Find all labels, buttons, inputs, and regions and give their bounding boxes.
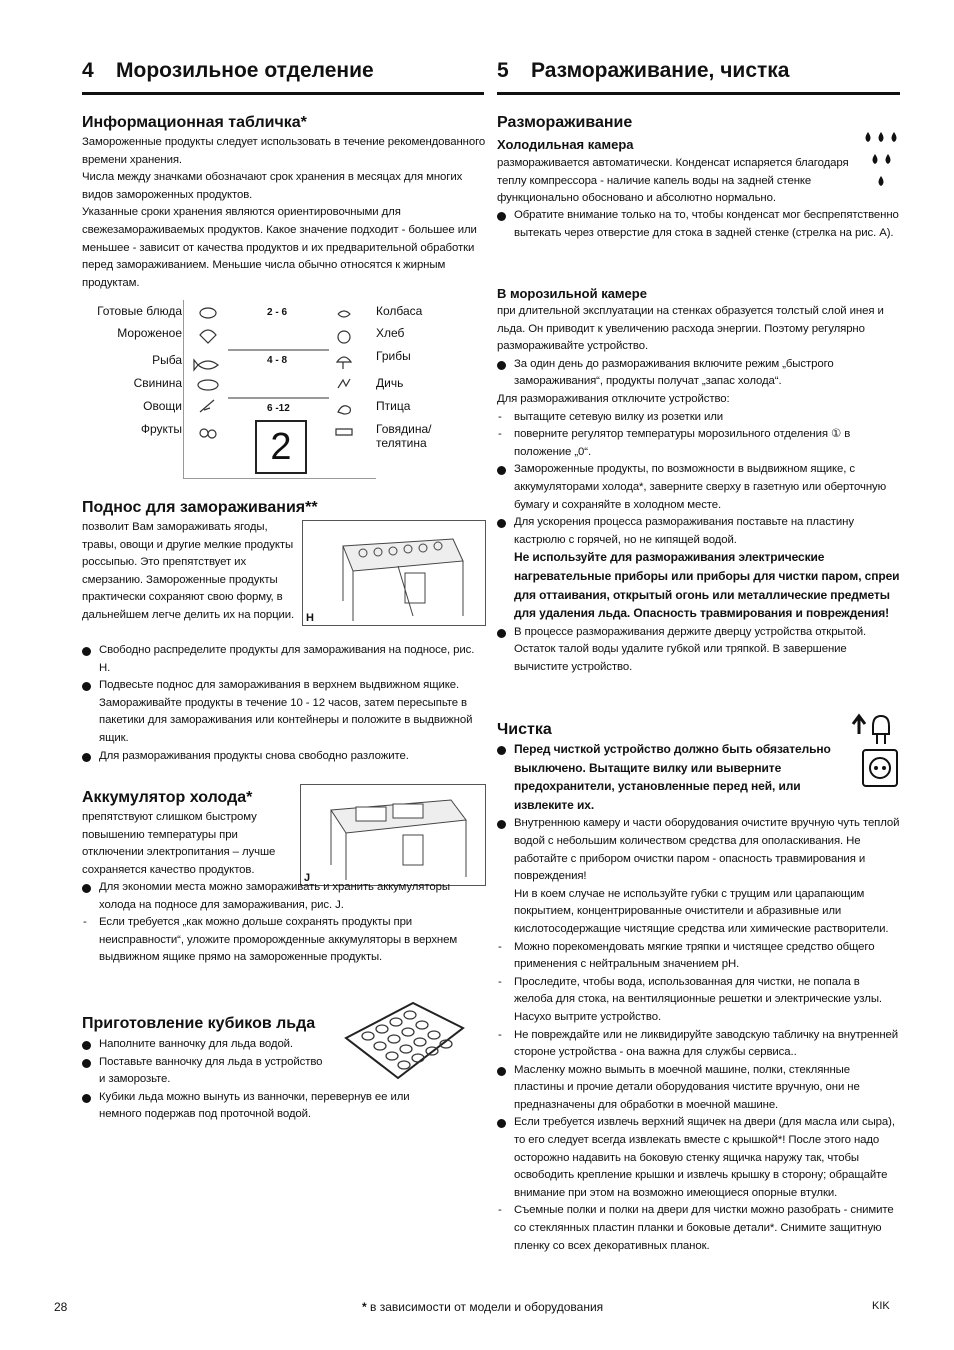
fridge-text bbox=[497, 155, 859, 208]
fridge-subtitle: Холодильная камера bbox=[497, 137, 634, 152]
list-item: - Проследите, чтобы вода, использованная для чистки, не попала в желоба для стока, на вентиляционные решетки и электрические узлы. Насухо вытрите устройство. bbox=[497, 974, 900, 1027]
label-fish: Рыба bbox=[152, 353, 182, 367]
range-6-12: 6 -12 bbox=[267, 403, 290, 414]
fridge-note bbox=[497, 207, 900, 242]
freeze-tray-intro: позволит Вам замораживать ягоды, травы, овощи и другие мелкие продукты россыпью. Это препятствует их смерзанию. Замороженные продукты практически сохраняют свою форму, в дальнейшем легче делить их на порции. bbox=[82, 521, 295, 621]
freezer-subtitle: В морозильной камере bbox=[497, 286, 647, 301]
month-display: 2 bbox=[255, 420, 307, 474]
footnote: * в зависимости от модели и оборудования bbox=[362, 1300, 604, 1314]
cow-icon bbox=[336, 429, 352, 435]
label-ice-cream: Мороженое bbox=[117, 326, 182, 340]
sausage-icon bbox=[338, 311, 350, 317]
label-game: Дичь bbox=[376, 376, 404, 390]
label-sausage: Колбаса bbox=[376, 304, 423, 318]
storage-chart bbox=[82, 300, 484, 480]
label-fruits: Фрукты bbox=[140, 422, 182, 436]
label-mushrooms: Грибы bbox=[376, 349, 411, 363]
list-item: - поверните регулятор температуры морозильного отделения ① в положение „0“. bbox=[497, 426, 900, 461]
section-title: Морозильное отделение bbox=[116, 59, 374, 82]
cold-pack-intro: препятствуют слишком быстрому повышению температуры при отключении электропитания – лучше сохраняется качество продуктов. bbox=[82, 811, 276, 876]
pig-icon bbox=[198, 380, 218, 390]
page-number: 28 bbox=[54, 1300, 68, 1314]
bread-icon bbox=[338, 331, 350, 343]
paragraph: Замороженные продукты следует использовать в течение рекомендованного времени хранения. bbox=[82, 136, 486, 166]
list-item: Масленку можно вымыть в моечной машине, полки, стеклянные пластины и прочие детали оборудования чистите вручную, они не предназначены для обработки в моечной машине. bbox=[497, 1062, 900, 1115]
section-4-header bbox=[82, 56, 484, 95]
freezer-instructions bbox=[497, 303, 900, 676]
list-item: Подвесьте поднос для замораживания в верхнем выдвижном ящике. Замораживайте продукты в течение 10 - 12 часов, затем пересыпьте в пакетики для замораживания или контейнеры и положите в выдвижной ящик. bbox=[82, 677, 486, 747]
list-item: - вытащите сетевую вилку из розетки или bbox=[497, 409, 900, 427]
ice-cream-icon bbox=[200, 330, 216, 343]
paragraph: Числа между значками обозначают срок хранения в месяцах для многих видов замороженных продуктов. bbox=[82, 171, 463, 201]
chicken-icon bbox=[338, 406, 350, 414]
freeze-tray-steps bbox=[82, 642, 486, 765]
range-4-8: 4 - 8 bbox=[267, 355, 288, 366]
footnote-text: в зависимости от модели и оборудования bbox=[370, 1300, 604, 1314]
warning-text: Перед чисткой устройство должно быть обязательно выключено. Вытащите вилку или выверните предохранители, установленные перед ней, или извлеките их. bbox=[514, 742, 831, 812]
paragraph: размораживается автоматически. Конденсат испаряется благодаря теплу компрессора - наличие капель воды на задней стенке функционально обосновано и абсолютно нормально. bbox=[497, 157, 849, 205]
figure-label-h: H bbox=[306, 612, 314, 624]
mushroom-icon bbox=[337, 357, 351, 369]
cold-pack-steps bbox=[82, 879, 486, 967]
section-5-header bbox=[497, 56, 900, 95]
list-item bbox=[497, 815, 900, 938]
list-item: - Если требуется „как можно дольше сохранять продукты при неисправности“, уложите проморожденные аккумуляторы в верхнем выдвижном ящике прямо на замороженные продукты. bbox=[82, 914, 486, 967]
ice-cubes-title: Приготовление кубиков льда bbox=[82, 1015, 316, 1032]
paragraph: Указанные сроки хранения являются ориентировочными для свежезамораживаемых продуктов. Какое значение подходит - большее или меньшее - зависит от качества продуктов и их предварительной обработки перед замораживанием. Меньшие числа обычно относятся к жирным продуктам. bbox=[82, 206, 477, 289]
cleaning-instructions bbox=[497, 741, 900, 1255]
list-item-text: Ни в коем случае не используйте губки с трущим или царапающим покрытием, концентрированные очистители и абразивные или кислотосодержащие чистящие средства или химические растворители. bbox=[514, 887, 889, 935]
cleaning-title: Чистка bbox=[497, 721, 552, 738]
list-item-text: Для ускорения процесса размораживания поставьте на пластину кастрюлю с горячей, но не кипящей водой. bbox=[514, 516, 854, 546]
label-poultry: Птица bbox=[376, 399, 411, 413]
label-bread: Хлеб bbox=[376, 326, 405, 340]
label-vegetables: Овощи bbox=[143, 399, 182, 413]
freeze-tray-drawing bbox=[303, 521, 485, 625]
info-plate-text bbox=[82, 134, 486, 292]
label-beef: Говядина/ телятина bbox=[376, 422, 432, 450]
paragraph: Для размораживания отключите устройство: bbox=[497, 392, 730, 405]
label-pork: Свинина bbox=[133, 376, 182, 390]
carrot-icon bbox=[200, 400, 214, 412]
cold-pack-drawing bbox=[301, 785, 485, 885]
list-item: Наполните ванночку для льда водой. bbox=[82, 1036, 452, 1054]
list-item: - Не повреждайте или не ликвидируйте заводскую табличку на внутренней стороне устройства - она важна для службы сервиса.. bbox=[497, 1027, 900, 1062]
figure-label-j: J bbox=[304, 872, 311, 884]
section-number: 5 bbox=[497, 59, 509, 82]
document-code: KIK bbox=[872, 1300, 890, 1312]
list-item: - Можно порекомендовать мягкие тряпки и чистящее средство общего применения с нейтральным значением pH. bbox=[497, 939, 900, 974]
section-number: 4 bbox=[82, 59, 94, 82]
list-item: Обратите внимание только на то, чтобы конденсат мог беспрепятственно вытекать через отверстие для стока в задней стенке (стрелка на рис. A). bbox=[497, 207, 900, 242]
fish-icon bbox=[194, 360, 218, 370]
ice-cubes-steps bbox=[82, 1036, 452, 1124]
cherry-icon bbox=[200, 429, 208, 437]
defrost-title: Размораживание bbox=[497, 114, 633, 131]
list-item: Для экономии места можно замораживать и хранить аккумуляторы холода на подносе для замораживания, рис. J. bbox=[82, 879, 486, 914]
water-drops-icon bbox=[861, 124, 905, 196]
paragraph: при длительной эксплуатации на стенках образуется толстый слой инея и льда. Он приводит к увеличению расхода энергии. Поэтому регулярно размораживайте устройство. bbox=[497, 305, 884, 353]
freeze-tray-figure bbox=[302, 520, 486, 626]
list-item: Поставьте ванночку для льда в устройство и заморозьте. bbox=[82, 1054, 329, 1089]
label-ready-meals: Готовые блюда bbox=[97, 304, 182, 318]
list-item: Замороженные продукты, по возможности в выдвижном ящике, с аккумуляторами холода*, заверните сверху в газетную или оберточную бумагу и сохраняйте в холодном месте. bbox=[497, 461, 900, 514]
cold-pack-figure bbox=[300, 784, 486, 886]
list-item bbox=[497, 514, 900, 624]
info-plate-title: Информационная табличка* bbox=[82, 114, 307, 131]
list-item bbox=[497, 741, 844, 815]
deer-icon bbox=[338, 379, 350, 388]
list-item: Если требуется извлечь верхний ящичек на двери (для масла или сыра), то его следует всегда извлекать вместе с крышкой*! После этого надо осторожно надавить на боковую стенку ящичка наружу так, чтобы освободить крепление крышки и извлечь крышку в сторону; обращайте внимание при этом на возможно имеющиеся опорные втулки. bbox=[497, 1114, 900, 1202]
list-item-text: Внутреннюю камеру и части оборудования очистите вручную чуть теплой водой с небольшим количеством средства для ополаскивания. Не работайте с прибором очистки паром - опасность травмирования и повреждения! bbox=[514, 817, 900, 883]
list-item: - Съемные полки и полки на двери для чистки можно разобрать - снимите со стеклянных пластин планки и боковые детали*. Снимите защитную пленку со всех декоративных планок. bbox=[497, 1202, 900, 1255]
ready-meals-icon bbox=[200, 308, 216, 318]
warning-text: Не используйте для размораживания электрические нагревательные приборы или приборы для чистки паром, спреи для оттаивания, открытый огонь или металлические предметы для удаления льда. Опасность травмирования и повреждения! bbox=[514, 550, 900, 621]
list-item: В процессе размораживания держите дверцу устройства открытой. Остаток талой воды удалите губкой или тряпкой. В завершение вычистите устройство. bbox=[497, 624, 900, 677]
cold-pack-title: Аккумулятор холода* bbox=[82, 789, 253, 806]
section-title: Размораживание, чистка bbox=[531, 59, 790, 82]
list-item: За один день до размораживания включите режим „быстрого замораживания“, продукты получат „запас холода“. bbox=[497, 356, 900, 391]
freeze-tray-title: Поднос для замораживания** bbox=[82, 499, 318, 516]
range-2-6: 2 - 6 bbox=[267, 307, 288, 318]
list-item: Для размораживания продукты снова свободно разложите. bbox=[82, 748, 486, 766]
list-item: Свободно распределите продукты для замораживания на подносе, рис. H. bbox=[82, 642, 486, 677]
list-item: Кубики льда можно вынуть из ванночки, перевернув ее или немного подержав под проточной водой. bbox=[82, 1089, 452, 1124]
